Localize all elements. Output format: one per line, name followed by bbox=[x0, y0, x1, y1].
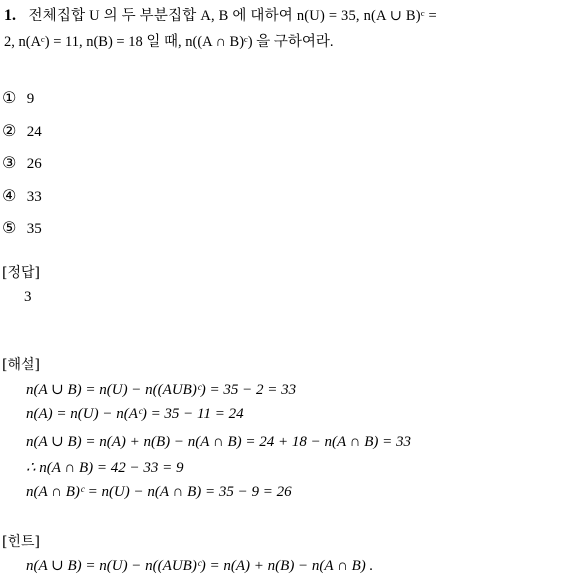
choice-4[interactable] bbox=[2, 186, 42, 206]
choice-value: 33 bbox=[26, 189, 42, 205]
question-line-2: 2, n(Aᶜ) = 11, n(B) = 18 일 때, n((A ∩ B)ᶜ) 을 구하여라. bbox=[4, 34, 334, 50]
hint-header: [힌트] bbox=[2, 534, 40, 550]
choice-3[interactable] bbox=[2, 153, 42, 173]
question-line-1: 전체집합 U 의 두 부분집합 A, B 에 대하여 n(U) = 35, n(A ∪ B)ᶜ = bbox=[28, 8, 437, 24]
choice-2[interactable] bbox=[2, 121, 42, 141]
choice-mark: ④ bbox=[2, 186, 17, 205]
choice-value: 26 bbox=[26, 156, 42, 172]
choice-mark: ⑤ bbox=[2, 218, 17, 237]
hint-line: n(A ∪ B) = n(U) − n((AUB)ᶜ) = n(A) + n(B) − n(A ∩ B) . bbox=[26, 558, 374, 574]
explanation-line: ∴ n(A ∩ B) = 42 − 33 = 9 bbox=[26, 460, 184, 476]
explanation-line: n(A ∪ B) = n(U) − n((AUB)ᶜ) = 35 − 2 = 33 bbox=[26, 382, 297, 398]
choice-value: 24 bbox=[26, 124, 42, 140]
explanation-line: n(A ∪ B) = n(A) + n(B) − n(A ∩ B) = 24 + 18 − n(A ∩ B) = 33 bbox=[26, 434, 412, 450]
choice-5[interactable] bbox=[2, 218, 42, 238]
question bbox=[4, 4, 437, 25]
choice-value: 9 bbox=[26, 91, 35, 107]
choice-mark: ② bbox=[2, 121, 17, 140]
choice-value: 35 bbox=[26, 221, 42, 237]
question-number: 1. bbox=[4, 7, 16, 24]
explanation-header: [해설] bbox=[2, 357, 40, 373]
choice-1[interactable] bbox=[2, 88, 34, 108]
answer-value: 3 bbox=[24, 289, 32, 305]
choice-mark: ③ bbox=[2, 153, 17, 172]
explanation-line: n(A ∩ B)ᶜ = n(U) − n(A ∩ B) = 35 − 9 = 26 bbox=[26, 484, 292, 500]
choice-mark: ① bbox=[2, 88, 17, 107]
answer-header: [정답] bbox=[2, 265, 40, 281]
explanation-line: n(A) = n(U) − n(Aᶜ) = 35 − 11 = 24 bbox=[26, 406, 244, 422]
